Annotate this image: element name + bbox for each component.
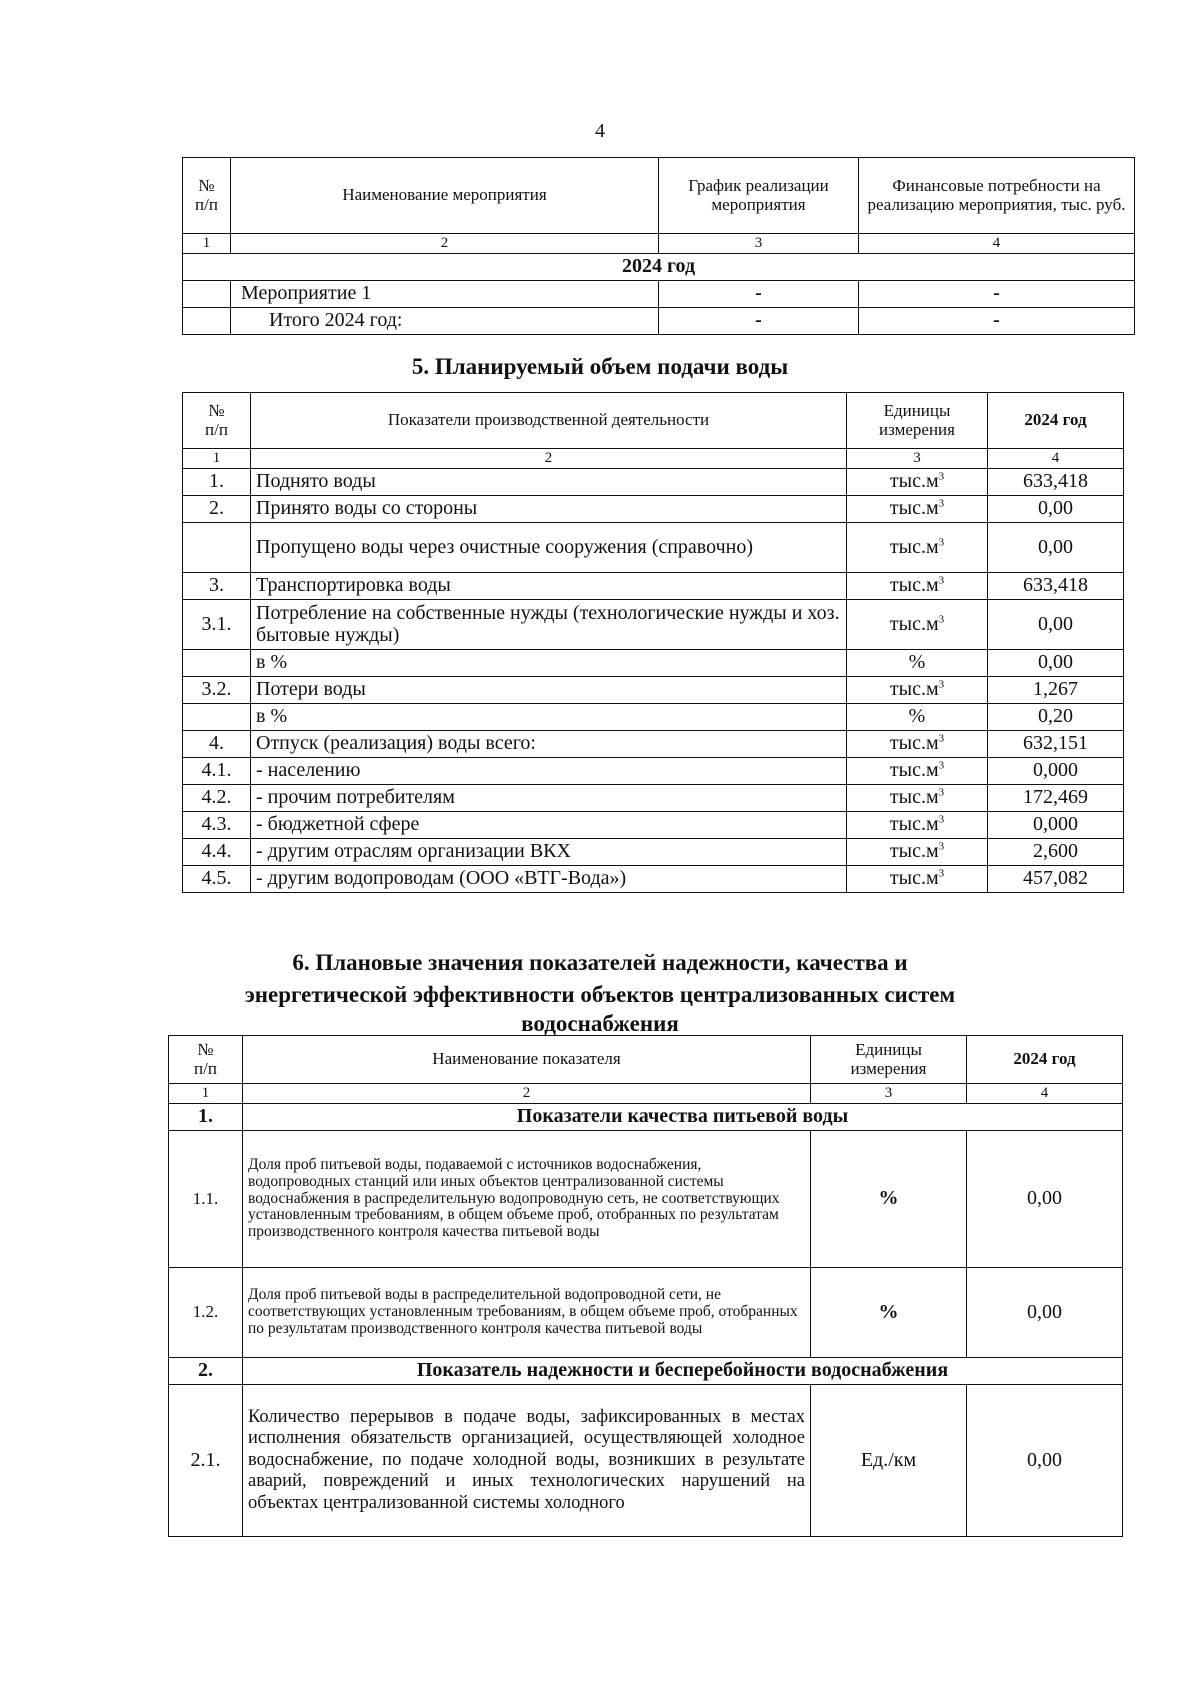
table-row	[169, 1268, 1123, 1358]
row-unit	[847, 573, 988, 600]
index-cell: 3	[659, 234, 859, 254]
row-num: 2.	[183, 496, 251, 523]
row-unit	[847, 758, 988, 785]
unit-base: тыс.м	[889, 612, 939, 635]
row-value: 0,00	[988, 600, 1124, 650]
unit-exponent: 3	[938, 759, 945, 772]
header-indicator-name: Наименование показателя	[243, 1036, 811, 1084]
index-cell: 2	[243, 1084, 811, 1104]
row-value: 1,267	[988, 677, 1124, 704]
row-finance: -	[859, 308, 1135, 335]
row-unit	[847, 677, 988, 704]
row-value: 0,00	[967, 1131, 1123, 1268]
header-indicator: Показатели производственной деятельности	[251, 393, 847, 449]
row-finance: -	[859, 281, 1135, 308]
table-row	[183, 573, 1124, 600]
unit-base: тыс.м	[889, 732, 939, 755]
row-value: 457,082	[988, 866, 1124, 893]
row-unit	[847, 731, 988, 758]
unit-exponent: 3	[938, 574, 945, 587]
table-row	[183, 839, 1124, 866]
row-num: 3.	[183, 573, 251, 600]
unit-exponent: 3	[938, 470, 945, 483]
unit-exponent: 3	[938, 497, 945, 510]
row-name: Потребление на собственные нужды (технологические нужды и хоз. бытовые нужды)	[251, 600, 847, 650]
row-value: 0,00	[988, 496, 1124, 523]
header-num: № п/п	[169, 1036, 243, 1084]
row-unit: %	[847, 650, 988, 677]
table-row	[183, 281, 1135, 308]
section5-title: 5. Планируемый объем подачи воды	[411, 354, 789, 379]
row-name: Поднято воды	[251, 469, 847, 496]
row-name: Потери воды	[251, 677, 847, 704]
unit-exponent: 3	[938, 536, 945, 549]
index-cell: 4	[988, 449, 1124, 469]
row-unit: Ед./км	[811, 1385, 967, 1537]
unit-base: тыс.м	[889, 840, 939, 863]
row-schedule: -	[659, 281, 859, 308]
unit-exponent: 3	[938, 813, 945, 826]
section6-title-line2: энергетической эффективности объектов централизованных систем	[244, 982, 956, 1007]
unit-base: тыс.м	[889, 813, 939, 836]
table-header-row	[183, 158, 1135, 234]
header-schedule: График реализации мероприятия	[659, 158, 859, 234]
index-cell: 1	[183, 449, 251, 469]
section6-title-line1: 6. Плановые значения показателей надежности, качества и	[292, 950, 908, 975]
row-num	[183, 650, 251, 677]
row-name: Транспортировка воды	[251, 573, 847, 600]
index-cell: 3	[847, 449, 988, 469]
row-num: 1.2.	[169, 1268, 243, 1358]
row-unit	[847, 785, 988, 812]
group-title: Показатель надежности и бесперебойности водоснабжения	[243, 1358, 1123, 1385]
row-num: 3.1.	[183, 600, 251, 650]
row-num	[183, 308, 231, 335]
row-num: 1.	[183, 469, 251, 496]
row-num: 2.1.	[169, 1385, 243, 1537]
unit-base: тыс.м	[889, 678, 939, 701]
year-row	[183, 254, 1135, 281]
table-row	[183, 785, 1124, 812]
header-unit: Единицы измерения	[811, 1036, 967, 1084]
index-cell: 1	[183, 234, 231, 254]
row-value: 0,000	[988, 812, 1124, 839]
group-row	[169, 1358, 1123, 1385]
row-value: 633,418	[988, 469, 1124, 496]
row-num: 1.1.	[169, 1131, 243, 1268]
table-row	[183, 866, 1124, 893]
header-finance: Финансовые потребности на реализацию мероприятия, тыс. руб.	[859, 158, 1135, 234]
header-num: № п/п	[183, 158, 231, 234]
header-unit: Единицы измерения	[847, 393, 988, 449]
row-num	[183, 704, 251, 731]
row-name: - бюджетной сфере	[251, 812, 847, 839]
table-row	[183, 523, 1124, 573]
table-row	[183, 704, 1124, 731]
table-row	[183, 600, 1124, 650]
index-cell: 3	[811, 1084, 967, 1104]
table-row	[183, 650, 1124, 677]
row-num: 4.4.	[183, 839, 251, 866]
index-cell: 4	[859, 234, 1135, 254]
row-num: 4.1.	[183, 758, 251, 785]
unit-base: тыс.м	[889, 759, 939, 782]
row-name: Пропущено воды через очистные сооружения (справочно)	[251, 523, 847, 573]
row-name: - другим водопроводам (ООО «ВТГ-Вода»)	[251, 866, 847, 893]
row-unit	[847, 839, 988, 866]
row-name: Количество перерывов в подаче воды, зафиксированных в местах исполнения обязательств организацией, осуществляющей холодное водоснабжение, по подаче холодной воды, возникших в результате аварий, повреждений и иных технологических нарушений на объектах централизованной системы холодного	[243, 1385, 811, 1537]
table-row	[183, 308, 1135, 335]
row-value: 633,418	[988, 573, 1124, 600]
row-unit: %	[811, 1131, 967, 1268]
row-value: 632,151	[988, 731, 1124, 758]
table-row	[183, 469, 1124, 496]
row-name: Доля проб питьевой воды в распределительной водопроводной сети, не соответствующих установленным требованиям, в общем объеме проб, отобранных по результатам производственного контроля качества питьевой воды	[243, 1268, 811, 1358]
table-row	[169, 1385, 1123, 1537]
table-header-row	[169, 1036, 1123, 1084]
group-num: 1.	[169, 1104, 243, 1131]
row-num: 4.2.	[183, 785, 251, 812]
water-supply-table	[182, 392, 1124, 893]
header-num: № п/п	[183, 393, 251, 449]
header-measure-name: Наименование мероприятия	[231, 158, 659, 234]
row-name: Отпуск (реализация) воды всего:	[251, 731, 847, 758]
row-value: 172,469	[988, 785, 1124, 812]
index-cell: 4	[967, 1084, 1123, 1104]
indicators-table	[168, 1035, 1123, 1537]
row-unit	[847, 812, 988, 839]
row-name: в %	[251, 704, 847, 731]
table-row	[183, 677, 1124, 704]
row-schedule: -	[659, 308, 859, 335]
unit-exponent: 3	[938, 613, 945, 626]
row-unit	[847, 469, 988, 496]
group-row	[169, 1104, 1123, 1131]
unit-exponent: 3	[938, 867, 945, 880]
row-unit	[847, 600, 988, 650]
measures-table	[182, 157, 1135, 335]
row-unit: %	[811, 1268, 967, 1358]
unit-base: тыс.м	[889, 867, 939, 890]
row-num: 4.5.	[183, 866, 251, 893]
index-row	[183, 449, 1124, 469]
row-num: 3.2.	[183, 677, 251, 704]
row-value: 0,000	[988, 758, 1124, 785]
row-name: Принято воды со стороны	[251, 496, 847, 523]
header-year: 2024 год	[967, 1036, 1123, 1084]
unit-exponent: 3	[938, 786, 945, 799]
row-value: 0,00	[967, 1268, 1123, 1358]
index-row	[183, 234, 1135, 254]
page-number: 4	[595, 120, 605, 142]
row-name: Итого 2024 год:	[231, 308, 659, 335]
table-row	[183, 812, 1124, 839]
row-value: 0,00	[988, 650, 1124, 677]
row-name: в %	[251, 650, 847, 677]
unit-base: тыс.м	[889, 786, 939, 809]
row-unit	[847, 866, 988, 893]
row-name: - населению	[251, 758, 847, 785]
row-value: 0,00	[988, 523, 1124, 573]
table-row	[169, 1131, 1123, 1268]
row-num	[183, 523, 251, 573]
index-cell: 2	[251, 449, 847, 469]
row-name: - прочим потребителям	[251, 785, 847, 812]
group-num: 2.	[169, 1358, 243, 1385]
row-num: 4.	[183, 731, 251, 758]
row-name: Доля проб питьевой воды, подаваемой с источников водоснабжения, водопроводных станций или иных объектов централизованной системы водоснабжения в распределительную водопроводную сеть, не соответствующих установленным требованиям, в общем объеме проб, отобранных по результатам производственного контроля качества питьевой воды	[243, 1131, 811, 1268]
unit-base: тыс.м	[889, 574, 939, 597]
index-row	[169, 1084, 1123, 1104]
row-num	[183, 281, 231, 308]
table-row	[183, 731, 1124, 758]
row-unit: %	[847, 704, 988, 731]
row-unit	[847, 496, 988, 523]
section6-title-line3: водоснабжения	[521, 1011, 679, 1036]
year-label: 2024 год	[183, 254, 1135, 281]
row-value: 0,00	[967, 1385, 1123, 1537]
row-name: Мероприятие 1	[231, 281, 659, 308]
row-num: 4.3.	[183, 812, 251, 839]
unit-exponent: 3	[938, 840, 945, 853]
index-cell: 2	[231, 234, 659, 254]
group-title: Показатели качества питьевой воды	[243, 1104, 1123, 1131]
table-row	[183, 496, 1124, 523]
unit-exponent: 3	[938, 678, 945, 691]
row-value: 0,20	[988, 704, 1124, 731]
row-name: - другим отраслям организации ВКХ	[251, 839, 847, 866]
row-unit	[847, 523, 988, 573]
table-header-row	[183, 393, 1124, 449]
index-cell: 1	[169, 1084, 243, 1104]
unit-exponent: 3	[938, 732, 945, 745]
row-value: 2,600	[988, 839, 1124, 866]
header-year: 2024 год	[988, 393, 1124, 449]
unit-base: тыс.м	[889, 497, 939, 520]
unit-base: тыс.м	[889, 535, 939, 558]
table-row	[183, 758, 1124, 785]
unit-base: тыс.м	[889, 470, 939, 493]
